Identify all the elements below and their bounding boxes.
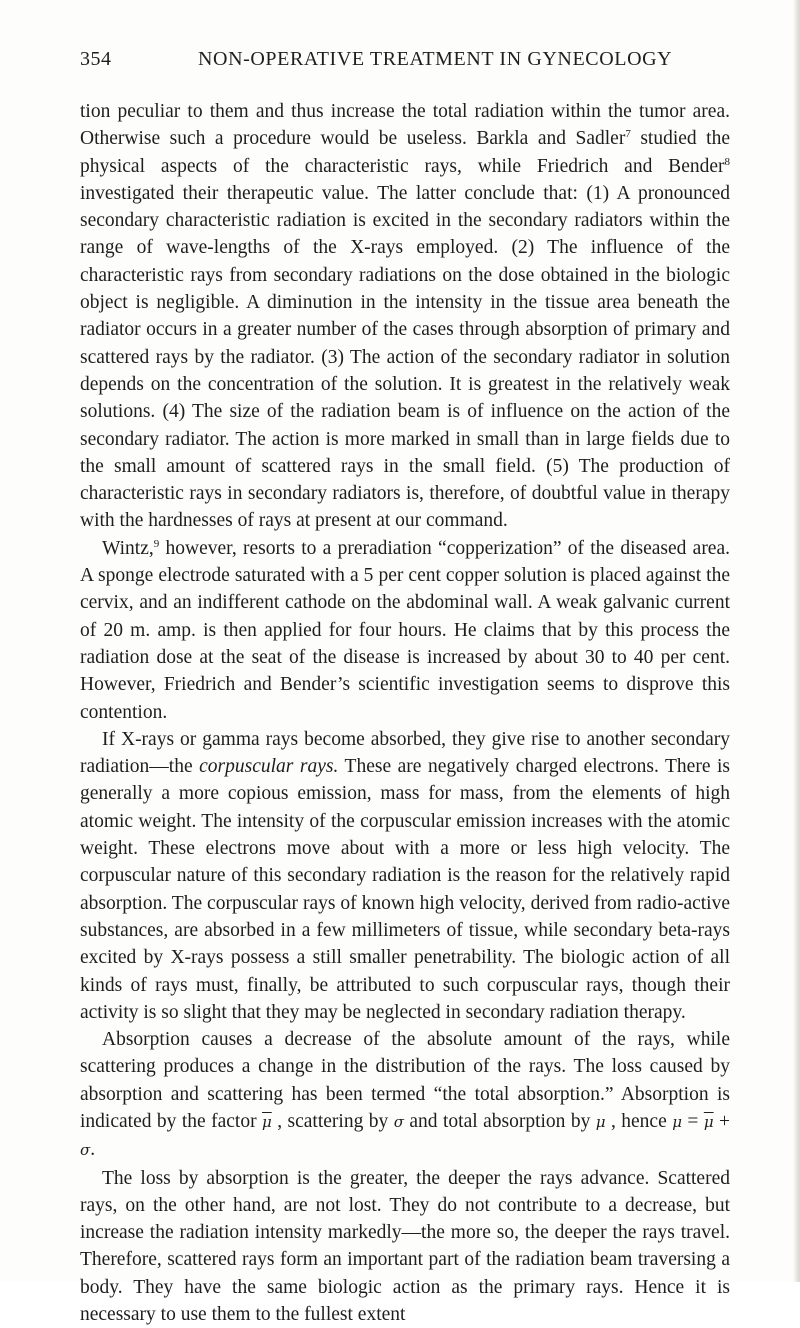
paragraph-5: The loss by absorption is the greater, the deeper the rays advance. Scattered rays, on the other hand, are not lost. They do not contribute to a decrease, but increase the radiation intensity markedly—the more so, the deeper the rays travel. Therefore, scattered rays form an important part of the radiation beam traversing a body. They have the same biologic action as the primary rays. Hence it is necessary to use them to the fullest extent bbox=[80, 1167, 730, 1326]
paragraph-3-text-a: If X-rays or gamma rays become absorbed, they give rise to another secondary radiation—the bbox=[80, 728, 730, 778]
page-edge-shadow bbox=[793, 0, 800, 1282]
paragraph-2 bbox=[80, 535, 730, 726]
equation-sigma: σ bbox=[80, 1141, 91, 1160]
page-number: 354 bbox=[80, 48, 112, 70]
symbol-sigma: σ bbox=[393, 1112, 404, 1131]
footnote-ref-8: 8 bbox=[724, 155, 730, 168]
paragraph-1-text-a: tion peculiar to them and thus increase the total radiation within the tumor area. Otherwise such a procedure would be useless. Barkla and Sadler bbox=[80, 101, 730, 150]
paragraph-4-text-b: , scattering by bbox=[271, 1110, 394, 1132]
symbol-mu: μ bbox=[595, 1112, 606, 1131]
footnote-ref-9: 9 bbox=[153, 537, 160, 550]
paragraph-4-text-c: and total absorption by bbox=[403, 1110, 596, 1132]
symbol-mu-bar: $\overline{\mu}$ bbox=[262, 1112, 272, 1131]
equation-mu: μ bbox=[672, 1112, 682, 1131]
running-head: NON-OPERATIVE TREATMENT IN GYNECOLOGY bbox=[198, 48, 673, 70]
paragraph-4-text-e: . bbox=[90, 1139, 96, 1161]
equation-equals: = bbox=[681, 1110, 704, 1132]
paragraph-3 bbox=[80, 726, 730, 1026]
paragraph-1 bbox=[80, 98, 730, 535]
paragraph-3-text-b: These are negatively charged electrons. There is generally a more copious emission, mass for mass, from the elements of high atomic weight. The intensity of the corpuscular emission increases with the atomic weight. These electrons move about with a more or less high velocity. The corpuscular nature of this secondary radiation is the reason for the relatively rapid absorption. The corpuscular rays of known high velocity, derived from radio-active substances, are absorbed in a few millimeters of tissue, while secondary beta-rays excited by X-rays possess a still smaller penetrability. The biologic action of all kinds of rays must, finally, be attributed to such corpuscular rays, though their activity is so slight that they may be neglected in secondary radiation therapy. bbox=[80, 756, 730, 1023]
paragraph-4-text-a: Absorption causes a decrease of the absolute amount of the rays, while scattering produces a change in the distribution of the rays. The loss caused by absorption and scattering has been termed “the total absorption.” Absorption is indicated by the factor bbox=[80, 1029, 730, 1132]
page-header bbox=[80, 48, 730, 78]
paragraph-4-text-d: , hence bbox=[605, 1110, 673, 1132]
equation-mu-bar: $\overline{\mu}$ bbox=[703, 1112, 714, 1131]
paragraph-4 bbox=[80, 1026, 730, 1164]
paragraph-1-text-c: investigated their therapeutic value. The latter conclude that: (1) A pronounced secondary characteristic radiation is excited in the secondary radiators within the range of wave-lengths of the X-rays employed. (2) The influence of the characteristic rays from secondary radiations on the dose obtained in the biologic object is negligible. A diminution in the intensity in the tissue area beneath the radiator occurs in a greater number of the cases through absorption of primary and scattered rays by the radiator. (3) The action of the secondary radiator in solution depends on the concentration of the solution. It is greatest in the relatively weak solutions. (4) The size of the radiation beam is of influence on the action of the secondary radiator. The action is more marked in small than in large fields due to the small amount of scattered rays in the small field. (5) The production of characteristic rays in secondary radiators is, therefore, of doubtful value in therapy with the hardnesses of rays at present at our command. bbox=[80, 182, 730, 532]
corpuscular-rays-term: corpuscular rays. bbox=[199, 756, 339, 778]
footnote-ref-7: 7 bbox=[625, 128, 631, 141]
equation-plus: + bbox=[713, 1110, 730, 1132]
paragraph-2-text-a: Wintz, bbox=[102, 537, 154, 559]
paragraph-2-text-b: however, resorts to a preradiation “copperization” of the diseased area. A sponge electrode saturated with a 5 per cent copper solution is placed against the cervix, and an indifferent cathode on the abdominal wall. A weak galvanic current of 20 m. amp. is then applied for four hours. He claims that by this process the radiation dose at the seat of the disease is increased by about 30 to 40 per cent. However, Friedrich and Bender’s scientific investigation seems to disprove this contention. bbox=[80, 537, 730, 723]
body-text bbox=[80, 98, 730, 1328]
paragraph-1-text-b: studied the physical aspects of the characteristic rays, while Friedrich and Bender bbox=[80, 128, 731, 177]
